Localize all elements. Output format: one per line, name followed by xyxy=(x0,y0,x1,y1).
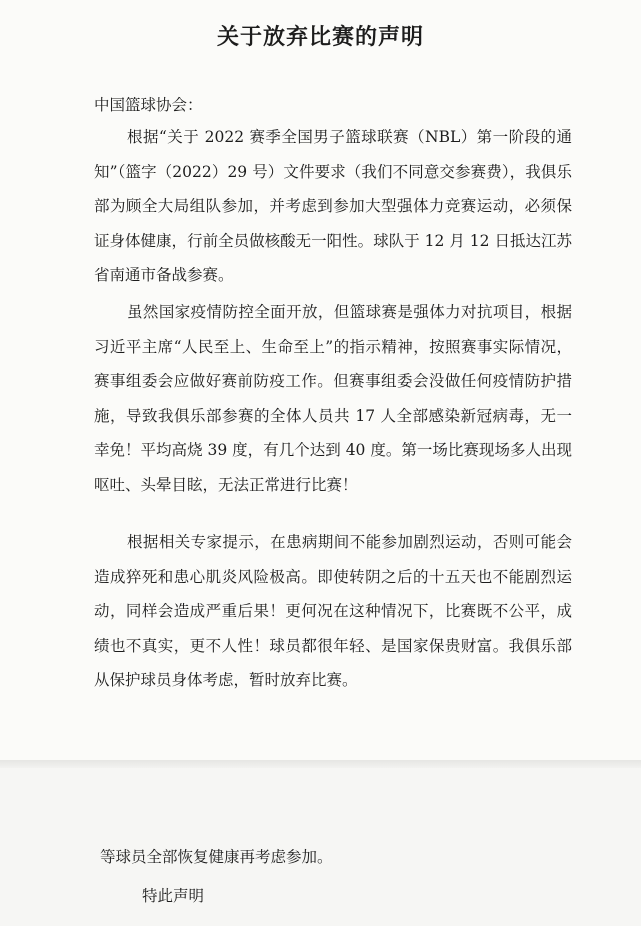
document-title: 关于放弃比赛的声明 xyxy=(216,25,424,50)
paragraph-3: 根据相关专家提示，在患病期间不能参加剧烈运动，否则可能会造成猝死和患心肌炎风险极高。即使转阴之后的十五天也不能剧烈运动，同样会造成严重后果！更何况在这种情况下，比赛既不公平，成绩也不真实，更不人性！球员都很年轻、是国家保贵财富。我俱乐部从保护球员身体考虑，暂时放弃比赛。 xyxy=(94,533,572,689)
page-fold-divider xyxy=(0,760,641,768)
salutation: 中国篮球协会： xyxy=(94,96,203,114)
paragraph-1: 根据“关于 2022 赛季全国男子篮球联赛（NBL）第一阶段的通知”（篮字（2022）29 号）文件要求（我们不同意交参赛费），我俱乐部为顾全大局组队参加，并考虑到参加大型强体力竞赛运动，必须保证身体健康，行前全员做核酸无一阳性。球队于 12 月 12 日抵达江苏省南通市备战参赛。 xyxy=(94,128,572,284)
paragraph-2: 虽然国家疫情防控全面开放，但篮球赛是强体力对抗项目，根据习近平主席“人民至上、生命至上”的指示精神，按照赛事实际情况，赛事组委会应做好赛前防疫工作。但赛事组委会没做任何疫情防护措施，导致我俱乐部参赛的全体人员共 17 人全部感染新冠病毒，无一幸免！平均高烧 39 度，有几个达到 40 度。第一场比赛现场多人出现呕吐、头晕目眩，无法正常进行比赛！ xyxy=(94,303,572,494)
signoff: 特此声明 xyxy=(142,887,205,905)
closing-sentence: 等球员全部恢复健康再考虑参加。 xyxy=(100,848,333,866)
